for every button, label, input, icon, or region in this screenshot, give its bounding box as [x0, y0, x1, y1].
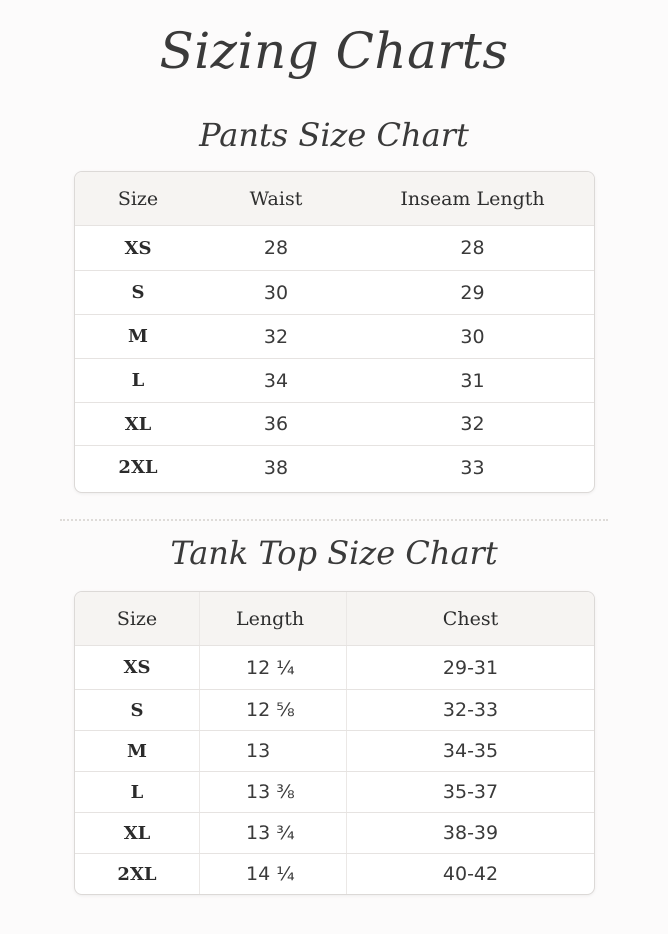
chest-cell: 32-33 [442, 699, 499, 721]
header-size: Size [75, 592, 200, 645]
table-row [75, 730, 594, 771]
table-row [75, 689, 594, 730]
length-cell: 14 ¼ [200, 854, 347, 894]
size-cell: S [131, 282, 145, 303]
length-cell: 13 ⅜ [200, 772, 347, 812]
table-row [75, 402, 594, 445]
inseam-cell: 31 [460, 369, 485, 392]
waist-cell: 38 [263, 456, 289, 479]
waist-cell: 34 [263, 369, 289, 392]
waist-cell: 30 [263, 281, 289, 304]
header-chest: Chest [442, 607, 499, 630]
table-row [75, 270, 594, 314]
length-cell: 12 ⅝ [200, 690, 347, 730]
chest-cell: 40-42 [442, 863, 499, 885]
inseam-cell: 29 [460, 281, 485, 304]
pants-chart-title: Pants Size Chart [199, 116, 469, 154]
size-cell: M [128, 326, 148, 347]
size-cell: 2XL [75, 854, 200, 894]
table-row [75, 358, 594, 402]
inseam-cell: 32 [460, 413, 485, 435]
size-cell: XL [75, 813, 200, 853]
waist-cell: 36 [263, 413, 289, 435]
chest-cell: 34-35 [442, 740, 499, 762]
size-cell: L [131, 370, 145, 391]
size-cell: XL [124, 413, 152, 435]
inseam-cell: 33 [460, 456, 485, 479]
size-cell: L [75, 772, 200, 812]
tank-top-size-table [74, 591, 595, 895]
header-length: Length [200, 592, 347, 645]
page-title: Sizing Charts [159, 22, 509, 80]
header-inseam: Inseam Length [400, 187, 545, 210]
table-row [75, 812, 594, 853]
header-waist: Waist [249, 187, 303, 210]
chest-cell: 29-31 [442, 656, 499, 679]
header-size: Size [117, 187, 159, 210]
length-cell: 12 ¼ [200, 646, 347, 689]
waist-cell: 28 [263, 237, 289, 259]
size-cell: XS [75, 646, 200, 689]
section-divider [60, 519, 608, 521]
tank-chart-title: Tank Top Size Chart [170, 534, 498, 572]
size-cell: S [75, 690, 200, 730]
table-row [75, 771, 594, 812]
length-cell: 13 [200, 731, 347, 771]
length-cell: 13 ¾ [200, 813, 347, 853]
size-cell: M [75, 731, 200, 771]
size-cell: XS [124, 237, 152, 259]
table-row [75, 225, 594, 270]
inseam-cell: 30 [460, 325, 485, 348]
table-row [75, 445, 594, 489]
table-row [75, 314, 594, 358]
waist-cell: 32 [263, 325, 289, 348]
table-row [75, 853, 594, 894]
chest-cell: 35-37 [442, 781, 499, 803]
table-header-row [75, 172, 594, 225]
table-header-row [75, 592, 594, 645]
table-row [75, 645, 594, 689]
size-cell: 2XL [118, 457, 158, 478]
chest-cell: 38-39 [442, 822, 499, 844]
pants-size-table [74, 171, 595, 493]
inseam-cell: 28 [460, 237, 485, 259]
